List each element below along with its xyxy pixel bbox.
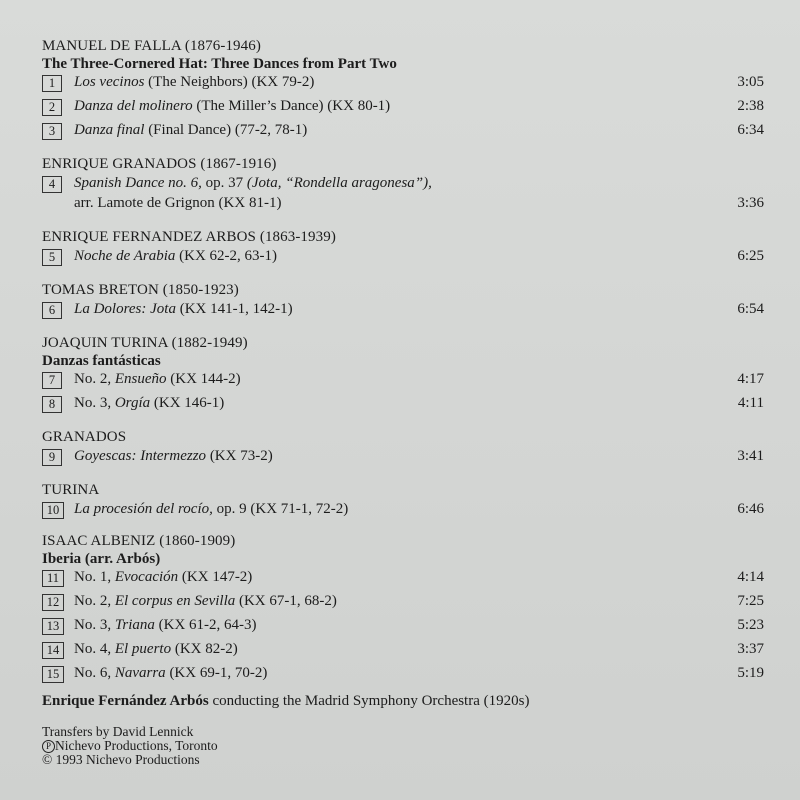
composer-dates: (1863-1939) [259, 229, 336, 245]
phonogram-text: Nichevo Productions, Toronto [55, 738, 218, 753]
track-duration: 5:19 [737, 665, 764, 681]
track-details: (Final Dance) (77-2, 78-1) [148, 122, 308, 138]
composer-heading [42, 281, 772, 300]
track-title [74, 175, 432, 192]
track-work-name: Orgía [114, 395, 151, 411]
composer-name: TURINA [42, 482, 100, 498]
track-prefix: No. 6, [74, 665, 112, 681]
track-number: 12 [42, 594, 64, 611]
track-work-name: El corpus en Sevilla [114, 593, 236, 609]
composer-name: ISAAC ALBENIZ [42, 533, 156, 549]
track-row [42, 247, 772, 271]
composer-section [42, 481, 772, 524]
composer-dates: (1882-1949) [171, 335, 248, 351]
orchestra-text: conducting the Madrid Symphony Orchestra (1920s) [208, 693, 530, 709]
composer-heading [42, 532, 772, 551]
track-work-name: La procesión del rocío, [74, 501, 213, 517]
track-details: (KX 144-2) [170, 371, 241, 387]
composer-name: ENRIQUE GRANADOS [42, 156, 197, 172]
track-prefix: No. 1, [74, 569, 112, 585]
track-number: 11 [42, 570, 64, 587]
track-work-name: La Dolores: Jota [74, 301, 176, 317]
track-work-name: Danza final [74, 122, 145, 138]
track-work-name: Triana [114, 617, 155, 633]
track-number: 10 [42, 502, 64, 519]
track-row [42, 370, 772, 394]
track-title [74, 248, 277, 265]
track-duration: 3:36 [737, 195, 764, 211]
composer-dates: (1850-1923) [162, 282, 239, 298]
track-number: 6 [42, 302, 62, 319]
composer-heading [42, 481, 772, 500]
composer-name: ENRIQUE FERNANDEZ ARBOS [42, 229, 256, 245]
track-number: 2 [42, 99, 62, 116]
track-duration: 2:38 [737, 98, 764, 114]
track-row [42, 568, 772, 592]
track-title [74, 122, 307, 139]
track-work-name: Goyescas: Intermezzo [74, 448, 207, 464]
track-number: 1 [42, 75, 62, 92]
track-title [74, 641, 238, 658]
track-details: (KX 73-2) [209, 448, 273, 464]
composer-heading [42, 334, 772, 353]
track-number: 4 [42, 176, 62, 193]
composer-heading [42, 155, 772, 174]
composer-section [42, 428, 772, 471]
composer-section [42, 37, 772, 145]
track-number: 5 [42, 249, 62, 266]
track-details: op. 37 [205, 175, 244, 191]
track-row [42, 73, 772, 97]
track-title [74, 593, 337, 610]
composer-name: GRANADOS [42, 429, 127, 445]
track-title [74, 501, 348, 518]
composer-heading [42, 228, 772, 247]
work-title: Iberia (arr. Arbós) [42, 551, 161, 567]
performer-line [42, 692, 772, 711]
composer-name: JOAQUIN TURINA [42, 335, 168, 351]
composer-section [42, 228, 772, 271]
work-title: The Three-Cornered Hat: Three Dances from Part Two [42, 56, 397, 72]
track-title [74, 665, 267, 682]
track-prefix: No. 3, [74, 395, 112, 411]
composer-dates: (1867-1916) [200, 156, 277, 172]
track-arrangement: arr. Lamote de Grignon (KX 81-1) [74, 195, 282, 211]
track-row [42, 394, 772, 418]
track-number: 8 [42, 396, 62, 413]
track-work-name: Ensueño [114, 371, 167, 387]
track-details: (KX 67-1, 68-2) [238, 593, 337, 609]
track-subtitle: (Jota, “Rondella aragonesa”), [246, 175, 432, 191]
track-row [42, 97, 772, 121]
credits [42, 725, 772, 767]
track-listing [42, 37, 772, 767]
track-duration: 4:11 [737, 395, 764, 411]
track-row [42, 640, 772, 664]
track-duration: 6:54 [737, 301, 764, 317]
track-duration: 4:14 [737, 569, 764, 585]
track-title [74, 395, 224, 412]
track-duration: 6:46 [737, 501, 764, 517]
track-details: (The Neighbors) (KX 79-2) [148, 74, 315, 90]
track-title [74, 371, 241, 388]
track-work-name: Los vecinos [74, 74, 145, 90]
track-details: (KX 82-2) [174, 641, 238, 657]
phonogram-icon: P [42, 740, 55, 753]
track-work-name: Evocación [114, 569, 179, 585]
track-row [42, 592, 772, 616]
copyright-line: © 1993 Nichevo Productions [42, 752, 200, 767]
track-number: 7 [42, 372, 62, 389]
track-title [74, 74, 314, 91]
track-duration: 5:23 [737, 617, 764, 633]
transfer-credit: Transfers by David Lennick [42, 724, 194, 739]
composer-dates: (1860-1909) [159, 533, 236, 549]
composer-heading [42, 37, 772, 56]
track-row [42, 500, 772, 524]
track-duration: 3:37 [737, 641, 764, 657]
track-row [42, 300, 772, 324]
track-duration: 3:41 [737, 448, 764, 464]
track-details: (KX 141-1, 142-1) [179, 301, 293, 317]
track-work-name: El puerto [114, 641, 172, 657]
track-row [42, 447, 772, 471]
track-number: 3 [42, 123, 62, 140]
composer-name: MANUEL DE FALLA [42, 38, 181, 54]
track-number: 13 [42, 618, 64, 635]
composer-section [42, 334, 772, 418]
composer-dates: (1876-1946) [184, 38, 261, 54]
track-title [74, 617, 257, 634]
track-row [42, 174, 772, 218]
track-prefix: No. 2, [74, 371, 112, 387]
track-details: op. 9 (KX 71-1, 72-2) [216, 501, 349, 517]
track-details: (KX 62-2, 63-1) [179, 248, 278, 264]
track-details: (KX 61-2, 64-3) [158, 617, 257, 633]
composer-name: TOMAS BRETON [42, 282, 159, 298]
track-title [74, 301, 293, 318]
track-work-name: Spanish Dance no. 6, [74, 175, 202, 191]
track-details: (KX 69-1, 70-2) [169, 665, 268, 681]
composer-section [42, 532, 772, 688]
track-number: 14 [42, 642, 64, 659]
track-details: (KX 146-1) [153, 395, 225, 411]
phonogram-line [42, 739, 772, 753]
track-duration: 6:34 [737, 122, 764, 138]
composer-section [42, 155, 772, 218]
track-prefix: No. 2, [74, 593, 112, 609]
track-prefix: No. 3, [74, 617, 112, 633]
track-work-name: Navarra [114, 665, 166, 681]
track-duration: 6:25 [737, 248, 764, 264]
track-row [42, 664, 772, 688]
track-title [74, 448, 273, 465]
track-number: 9 [42, 449, 62, 466]
track-title [74, 569, 252, 586]
track-row [42, 616, 772, 640]
composer-heading [42, 428, 772, 447]
track-number: 15 [42, 666, 64, 683]
track-duration: 3:05 [737, 74, 764, 90]
composer-section [42, 281, 772, 324]
track-duration: 4:17 [737, 371, 764, 387]
track-details: (The Miller’s Dance) (KX 80-1) [196, 98, 391, 114]
track-title [74, 98, 390, 115]
track-work-name: Noche de Arabia [74, 248, 176, 264]
track-row [42, 121, 772, 145]
conductor-name: Enrique Fernández Arbós [42, 693, 209, 709]
work-title: Danzas fantásticas [42, 353, 161, 369]
track-work-name: Danza del molinero [74, 98, 193, 114]
track-prefix: No. 4, [74, 641, 112, 657]
track-duration: 7:25 [737, 593, 764, 609]
track-details: (KX 147-2) [181, 569, 253, 585]
